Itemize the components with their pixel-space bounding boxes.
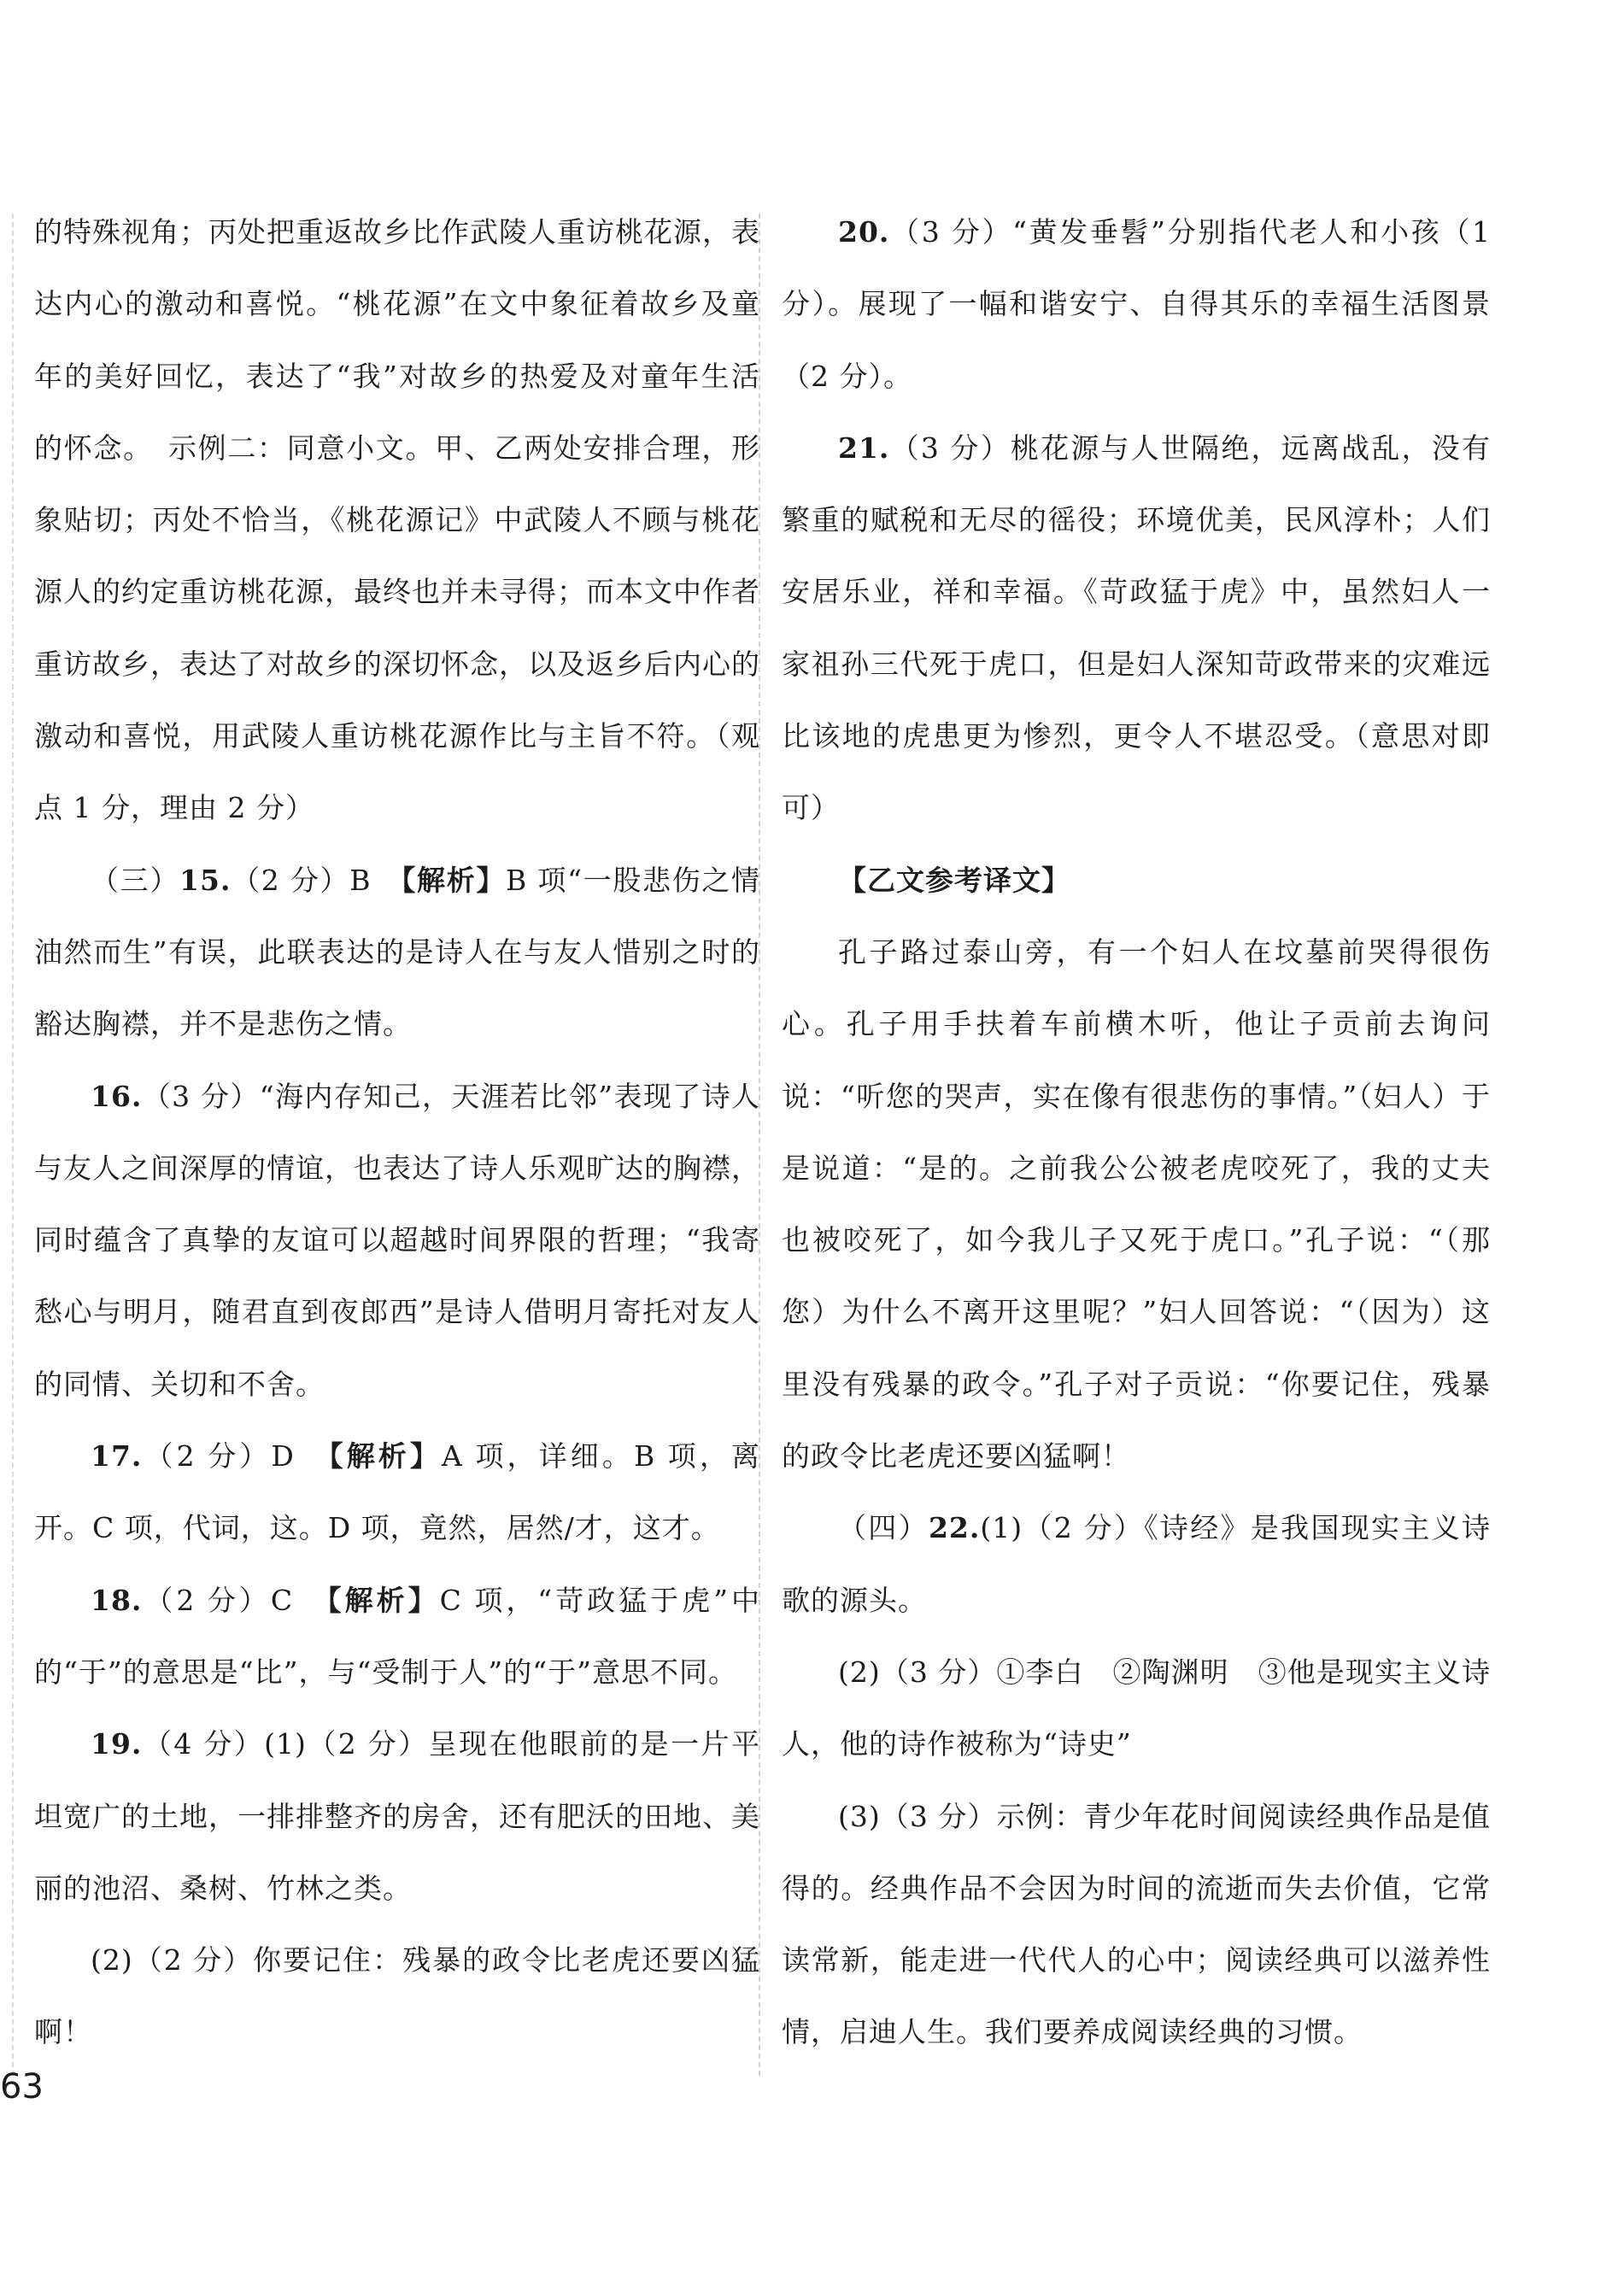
section-4-label: （四） <box>838 1511 929 1545</box>
question-20-number: 20. <box>838 215 890 249</box>
question-21-number: 21. <box>838 431 890 465</box>
question-20-text: （3 分）“黄发垂髫”分别指代老人和小孩（1 分）。展现了一幅和谐安宁、自得其乐的幸福生活图景（2 分）。 <box>782 215 1491 393</box>
answer-15 <box>34 845 760 1061</box>
question-16-text: （3 分）“海内存知己，天涯若比邻”表现了诗人与友人之间深厚的情谊，也表达了诗人乐观旷达的胸襟，同时蕴含了真挚的友谊可以超越时间界限的哲理；“我寄愁心与明月，随君直到夜郎西”是诗人借明月寄托对友人的同情、关切和不舍。 <box>34 1079 760 1401</box>
question-15-text: B 项“一股悲伤之情油然而生”有误，此联表达的是诗人在与友人惜别之时的豁达胸襟，并不是悲伤之情。 <box>34 863 761 1041</box>
translation-title: 【乙文参考译文】 <box>838 863 1070 897</box>
answer-18 <box>34 1565 760 1709</box>
analysis-label: 【解析】 <box>327 1583 440 1617</box>
answer-20 <box>782 196 1491 413</box>
answer-19 <box>34 1708 760 1925</box>
question-21-text: （3 分）桃花源与人世隔绝，远离战乱，没有繁重的赋税和无尽的徭役；环境优美，民风淳朴；人们安居乐业，祥和幸福。《苛政猛于虎》中，虽然妇人一家祖孙三代死于虎口，但是妇人深知苛政带来的灾难远比该地的虎患更为惨烈，更令人不堪忍受。（意思对即可） <box>782 431 1491 825</box>
question-19-text: （4 分）(1)（2 分）呈现在他眼前的是一片平坦宽广的土地，一排排整齐的房舍，还有肥沃的田地、美丽的池沼、桑树、竹林之类。 <box>34 1727 760 1905</box>
question-17-number: 17. <box>91 1439 143 1474</box>
question-22-text: (1)（2 分）《诗经》是我国现实主义诗歌的源头。 <box>782 1511 1492 1617</box>
answer-22-part-2: (2)（3 分）①李白 ②陶渊明 ③他是现实主义诗人，他的诗作被称为“诗史” <box>782 1655 1491 1761</box>
question-15-number: 15. <box>179 863 232 897</box>
question-17-score: （2 分）D <box>142 1439 330 1474</box>
question-15-score: （2 分）B <box>231 863 402 897</box>
page-number: 63 <box>0 2067 44 2106</box>
question-18-score: （2 分）C <box>142 1583 328 1617</box>
question-18-text: C 项，“苛政猛于虎”中的“于”的意思是“比”，与“受制于人”的“于”意思不同。 <box>34 1583 760 1689</box>
answer-22-part-3: (3)（3 分）示例：青少年花时间阅读经典作品是值得的。经典作品不会因为时间的流逝而失去价值，它常读常新，能走进一代代人的心中；阅读经典可以滋养性情，启迪人生。我们要养成阅读经典的习惯。 <box>782 1799 1491 2049</box>
answer-22 <box>782 1492 1491 1637</box>
question-18-number: 18. <box>91 1583 143 1617</box>
answer-16 <box>34 1061 760 1421</box>
answer-21 <box>782 413 1491 845</box>
answer-17 <box>34 1421 760 1565</box>
question-22-number: 22. <box>928 1511 981 1545</box>
question-16-number: 16. <box>91 1079 143 1113</box>
question-19-number: 19. <box>91 1727 143 1761</box>
translation-text: 孔子路过泰山旁，有一个妇人在坟墓前哭得很伤心。孔子用手扶着车前横木听，他让子贡前去询问说：“听您的哭声，实在像有很悲伤的事情。”（妇人）于是说道：“是的。之前我公公被老虎咬死了，我的丈夫也被咬死了，如今我儿子又死于虎口。”孔子说：“（那您）为什么不离开这里呢？”妇人回答说：“（因为）这里没有残暴的政令。”孔子对子贡说：“你要记住，残暴的政令比老虎还要凶猛啊！ <box>782 935 1491 1474</box>
answer-14-continued: 的特殊视角；丙处把重返故乡比作武陵人重访桃花源，表达内心的激动和喜悦。“桃花源”在文中象征着故乡及童年的美好回忆，表达了“我”对故乡的热爱及对童年生活的怀念。 示例二：同意小文。甲、乙两处安排合理，形象贴切；丙处不恰当，《桃花源记》中武陵人不顾与桃花源人的约定重访桃花源，最终也并未寻得；而本文中作者重访故乡，表达了对故乡的深切怀念，以及返乡后内心的激动和喜悦，用武陵人重访桃花源作比与主旨不符。（观点 1 分，理由 2 分） <box>34 215 760 825</box>
section-3-label: （三） <box>91 863 180 897</box>
analysis-label: 【解析】 <box>329 1439 443 1474</box>
answer-19-part-2: (2)（2 分）你要记住：残暴的政令比老虎还要凶猛啊！ <box>34 1943 760 2049</box>
question-17-text: A 项，详细。B 项，离开。C 项，代词，这。D 项，竟然，居然/才，这才。 <box>34 1439 761 1545</box>
right-column <box>782 196 1491 2069</box>
left-column <box>34 196 760 2069</box>
left-margin-line <box>12 214 14 2076</box>
analysis-label: 【解析】 <box>401 863 507 897</box>
